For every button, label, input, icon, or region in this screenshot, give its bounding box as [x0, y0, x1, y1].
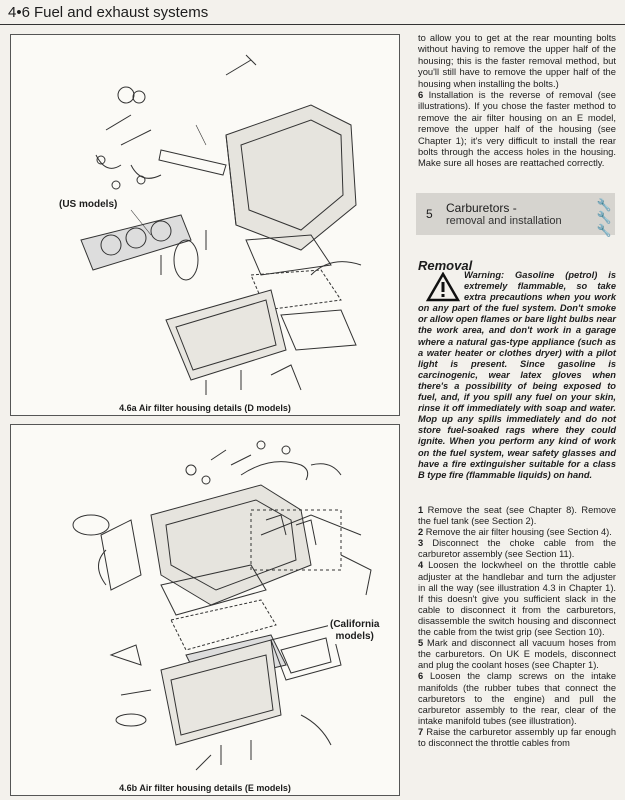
warning-icon	[426, 272, 460, 302]
chapter-title: Fuel and exhaust systems	[33, 3, 209, 21]
wrench-icon: 🔧🔧🔧	[597, 197, 611, 235]
step	[418, 527, 616, 538]
callout-california-models	[328, 618, 381, 644]
step-number: 5	[418, 638, 424, 649]
step-text: Remove the seat (see Chapter 8). Remove the fuel tank (see Section 2).	[418, 505, 616, 527]
section-header	[416, 193, 615, 235]
step-text: Loosen the lockwheel on the throttle cable adjuster at the handlebar and turn the adjuster in all the way (see illustration 4.3 in Chapter 1). If this doesn't give you sufficient slack in the cable to disconnect it from the carburetors, disassemble the switch housing and disconnect the cable from the twist grip (see Section 10).	[418, 560, 616, 638]
figure-air-filter-d-models	[10, 34, 400, 416]
section-title: Carburetors -	[446, 201, 517, 215]
step	[418, 505, 616, 527]
step-number: 3	[418, 538, 424, 549]
step	[418, 538, 616, 560]
callout-line-2: models)	[335, 631, 374, 642]
exploded-diagram-a	[11, 35, 399, 415]
step-number: 6	[418, 671, 424, 682]
step-text: Raise the carburetor assembly up far enough to disconnect the throttle cables from	[418, 726, 616, 748]
step	[418, 727, 616, 749]
figure-air-filter-e-models	[10, 424, 400, 796]
removal-steps	[418, 505, 616, 749]
step-6-number: 6	[418, 89, 424, 101]
step-number: 4	[418, 560, 424, 571]
step-text: Disconnect the choke cable from the carburetor assembly (see Section 11).	[418, 538, 616, 560]
continued-text	[418, 32, 616, 169]
step-number: 2	[418, 527, 424, 538]
warning-text: Warning: Gasoline (petrol) is extremely flammable, so take extra precautions when you work on any part of the fuel system. Don't smoke or allow open flames or bare light bulbs near the work area, and don't work in a garage where a natural gas-type appliance (such as a water heater or clothes dryer) with a pilot light is present. Since gasoline is carcinogenic, wear latex gloves when there's a possibility of being exposed to fuel, and, if you spill any fuel on your skin, rinse it off immediately with soap and water. Mop up any spills immediately and do not store fuel-soaked rags where they could ignite. When you perform any kind of work on the fuel system, wear safety glasses and have a fire extinguisher suitable for a class B type fire (flammable liquids) on hand.	[418, 270, 616, 480]
section-subtitle: removal and installation	[446, 215, 562, 227]
figure-a-caption: 4.6a Air filter housing details (D models)	[119, 403, 291, 413]
step-number: 1	[418, 505, 424, 515]
paragraph-continued: to allow you to get at the rear mounting bolts without having to remove the upper half of the housing; this is the faster removal method, but you'll still have to remove the upper half of the housing when installing the bolts.)	[418, 32, 616, 89]
step-text: Mark and disconnect all vacuum hoses from the carburetors. On UK E models, disconnect and plug the coolant hoses (see Chapter 1).	[418, 638, 616, 671]
step	[418, 638, 616, 671]
page-number: 4•6	[8, 3, 30, 21]
callout-us-models: (US models)	[59, 199, 118, 210]
header-rule	[0, 24, 625, 25]
callout-line-1: (California	[330, 619, 380, 630]
step-number: 7	[418, 726, 424, 737]
step	[418, 671, 616, 726]
section-number: 5	[426, 207, 433, 221]
warning-block	[418, 270, 616, 481]
exploded-diagram-b	[11, 425, 399, 795]
step	[418, 560, 616, 638]
step-6-text: Installation is the reverse of removal (see illustrations). If you chose the faster method to remove the air filter housing on an E model, remove the upper half of the housing (see Chapter 1); it's very difficult to install the rear bolts through the access holes in the housing. Make sure all hoses are reattached correctly.	[418, 89, 616, 169]
step-text: Remove the air filter housing (see Section 4).	[425, 527, 612, 538]
figure-b-caption: 4.6b Air filter housing details (E models)	[119, 783, 291, 793]
step-text: Loosen the clamp screws on the intake manifolds (the rubber tubes that connect the carburetors to the engine) and pull the carburetor assembly to the rear, clear of the intake manifold tubes (see illustration).	[418, 671, 616, 726]
removal-heading: Removal	[418, 258, 473, 273]
page-header	[8, 2, 208, 22]
